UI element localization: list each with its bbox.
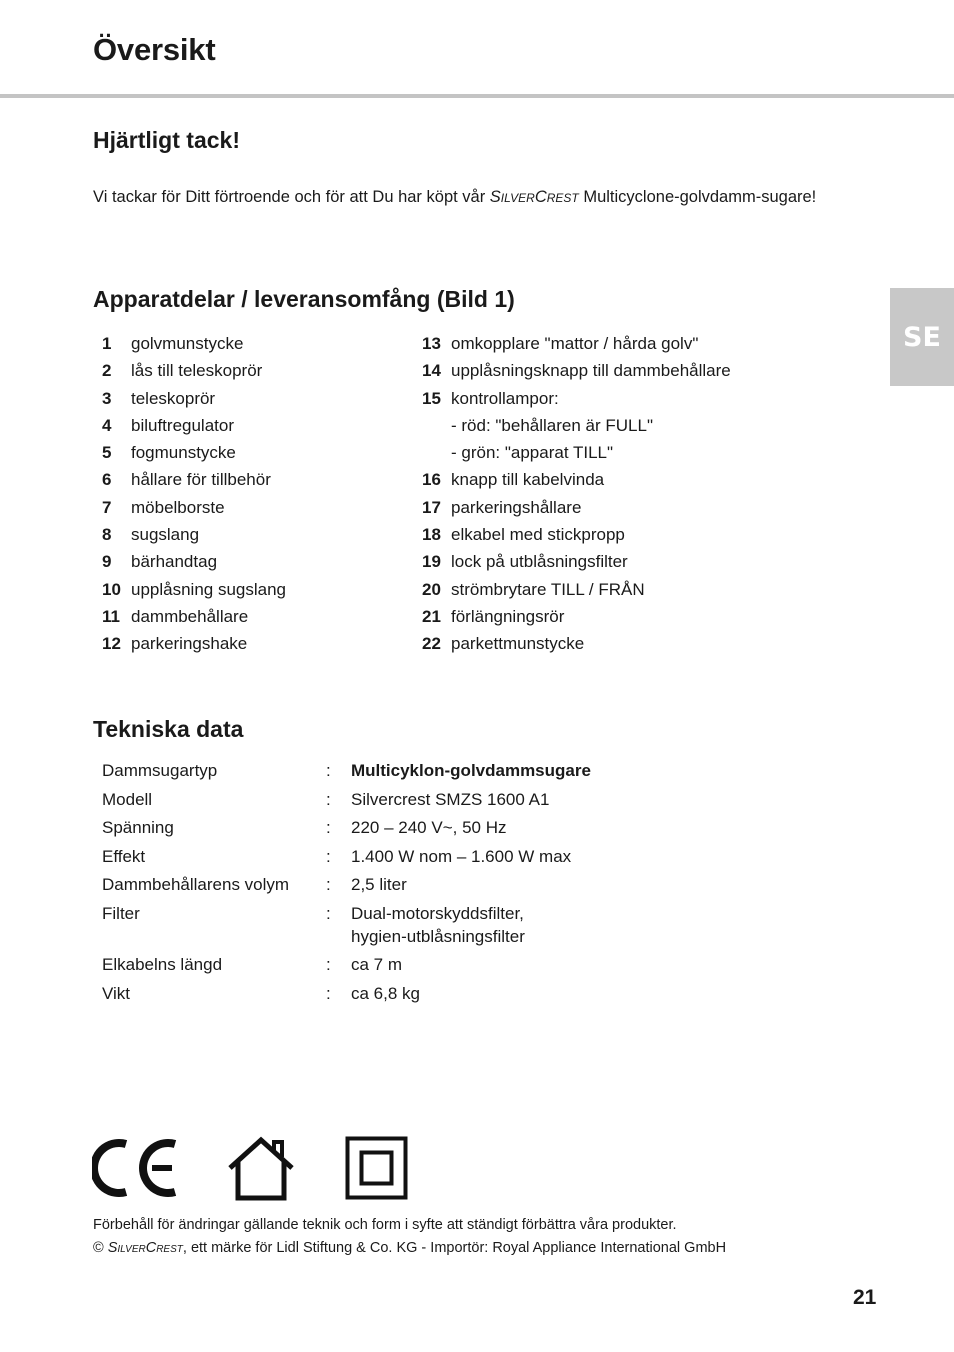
part-label: parkeringshållare — [451, 497, 582, 517]
list-item — [422, 494, 731, 521]
language-tab: SE — [890, 288, 954, 386]
copyright-symbol: © — [93, 1240, 108, 1256]
footer-disclaimer: Förbehåll för ändringar gällande teknik och form i syfte att ständigt förbättra våra produkter. — [93, 1217, 677, 1233]
list-item — [102, 385, 286, 412]
list-item — [102, 357, 286, 384]
part-number: 19 — [422, 552, 441, 572]
intro-text-start: Vi tackar för Ditt förtroende och för att Du har köpt vår — [93, 188, 490, 206]
list-item — [422, 330, 731, 357]
parts-list-right — [422, 330, 731, 658]
part-number: 8 — [102, 525, 112, 545]
part-label: lås till teleskoprör — [131, 361, 263, 381]
double-insulation-icon — [345, 1136, 408, 1200]
part-number: 9 — [102, 552, 112, 572]
part-number: 22 — [422, 634, 441, 654]
footer-brand: SilverCrest — [107, 1240, 183, 1256]
part-label: parkeringshake — [131, 634, 248, 654]
part-number: 14 — [422, 361, 441, 381]
part-number: 6 — [102, 470, 112, 490]
part-number: 21 — [422, 606, 441, 626]
list-item — [102, 466, 286, 493]
part-label: bärhandtag — [131, 552, 218, 572]
table-row — [102, 816, 591, 845]
part-label: knapp till kabelvinda — [451, 470, 605, 490]
list-item — [422, 603, 731, 630]
spec-label: Elkabelns längd — [102, 955, 223, 974]
spec-separator: : — [326, 983, 331, 1003]
part-number: 13 — [422, 334, 441, 353]
table-row — [102, 982, 591, 1011]
part-label: biluftregulator — [131, 415, 235, 435]
part-number: 20 — [422, 579, 441, 599]
part-label: möbelborste — [131, 497, 225, 517]
spec-label: Filter — [102, 903, 140, 923]
part-label: golvmunstycke — [131, 334, 244, 353]
spec-value: 2,5 liter — [351, 875, 407, 894]
list-item — [422, 630, 731, 657]
part-label: parkettmunstycke — [451, 634, 585, 654]
list-item — [422, 576, 731, 603]
spec-value — [351, 902, 591, 954]
list-item — [102, 603, 286, 630]
spec-separator: : — [326, 818, 331, 837]
list-item — [422, 466, 731, 493]
part-label: lock på utblåsningsfilter — [451, 552, 628, 572]
part-sub-label: - grön: "apparat TILL" — [451, 443, 614, 463]
part-label: förlängningsrör — [451, 606, 565, 626]
list-item — [102, 439, 286, 466]
list-item — [422, 385, 731, 412]
part-label: hållare för tillbehör — [131, 470, 271, 490]
list-item — [102, 412, 286, 439]
spec-value-line: hygien-utblåsningsfilter — [351, 926, 525, 946]
ce-mark-icon — [92, 1136, 178, 1200]
table-row — [102, 902, 591, 954]
header-divider — [0, 94, 954, 98]
part-sub-label: - röd: "behållaren är FULL" — [451, 415, 653, 435]
spec-label: Dammsugartyp — [102, 761, 218, 780]
specs-table — [102, 759, 591, 1010]
parts-heading: Apparatdelar / leveransomfång (Bild 1) — [93, 286, 515, 312]
list-item — [102, 330, 286, 357]
spec-value-line: Dual-motorskyddsfilter, — [351, 903, 524, 923]
part-number: 5 — [102, 443, 112, 463]
part-number: 4 — [102, 415, 112, 435]
spec-value: Multicyklon-golvdammsugare — [351, 761, 591, 780]
list-item — [102, 630, 286, 657]
spec-separator: : — [326, 761, 331, 780]
brand-name: SilverCrest — [489, 188, 579, 206]
spec-separator: : — [326, 875, 331, 894]
part-number: 10 — [102, 579, 121, 599]
list-item — [422, 521, 731, 548]
part-number: 18 — [422, 525, 441, 545]
part-number: 15 — [422, 388, 441, 408]
list-item — [102, 548, 286, 575]
spec-value: 1.400 W nom – 1.600 W max — [351, 846, 572, 866]
spec-label: Modell — [102, 789, 153, 809]
spec-separator: : — [326, 955, 331, 974]
part-label: strömbrytare TILL / FRÅN — [451, 579, 645, 599]
part-label: fogmunstycke — [131, 443, 236, 463]
part-label: kontrollampor: — [451, 388, 559, 408]
specs-heading: Tekniska data — [93, 716, 244, 742]
parts-list-left — [102, 330, 286, 658]
part-label: elkabel med stickpropp — [451, 525, 625, 545]
list-item — [422, 439, 731, 466]
page-title: Översikt — [93, 32, 216, 67]
part-label: omkopplare "mattor / hårda golv" — [451, 334, 699, 353]
part-number: 17 — [422, 497, 441, 517]
spec-label: Spänning — [102, 818, 174, 837]
spec-value: ca 7 m — [351, 955, 403, 974]
list-item — [102, 521, 286, 548]
footer-note — [93, 1214, 726, 1260]
part-label: sugslang — [131, 525, 200, 545]
footer-copyright — [93, 1237, 726, 1260]
spec-value: 220 – 240 V~, 50 Hz — [351, 818, 507, 837]
spec-separator: : — [326, 789, 331, 809]
table-row — [102, 845, 591, 874]
list-item — [422, 548, 731, 575]
part-number: 2 — [102, 361, 112, 381]
intro-text-end: Multicyclone-golvdamm-sugare! — [578, 188, 817, 206]
part-number: 11 — [102, 606, 120, 626]
footer-importer: , ett märke för Lidl Stiftung & Co. KG - Importör: Royal Appliance International GmbH — [182, 1240, 727, 1256]
part-number: 12 — [102, 634, 121, 654]
part-number: 7 — [102, 497, 112, 517]
part-number: 16 — [422, 470, 441, 490]
page-number: 21 — [853, 1286, 877, 1309]
spec-value: ca 6,8 kg — [351, 983, 420, 1003]
part-label: upplåsningsknapp till dammbehållare — [451, 361, 731, 381]
part-number: 3 — [102, 388, 112, 408]
list-item — [102, 494, 286, 521]
part-label: teleskoprör — [131, 388, 216, 408]
part-label: dammbehållare — [131, 606, 249, 626]
list-item — [102, 576, 286, 603]
spec-separator: : — [326, 903, 331, 923]
table-row — [102, 953, 591, 982]
list-item — [422, 412, 731, 439]
spec-separator: : — [326, 846, 331, 866]
part-number: 1 — [102, 334, 112, 353]
spec-label: Effekt — [102, 846, 146, 866]
list-item — [422, 357, 731, 384]
table-row — [102, 873, 591, 902]
spec-label: Vikt — [102, 983, 131, 1003]
spec-value: Silvercrest SMZS 1600 A1 — [351, 789, 550, 809]
thanks-heading: Hjärtligt tack! — [93, 127, 240, 153]
house-icon — [226, 1136, 296, 1202]
spec-label: Dammbehållarens volym — [102, 875, 290, 894]
table-row — [102, 759, 591, 788]
table-row — [102, 788, 591, 817]
part-label: upplåsning sugslang — [131, 579, 287, 599]
intro-paragraph — [93, 186, 884, 208]
